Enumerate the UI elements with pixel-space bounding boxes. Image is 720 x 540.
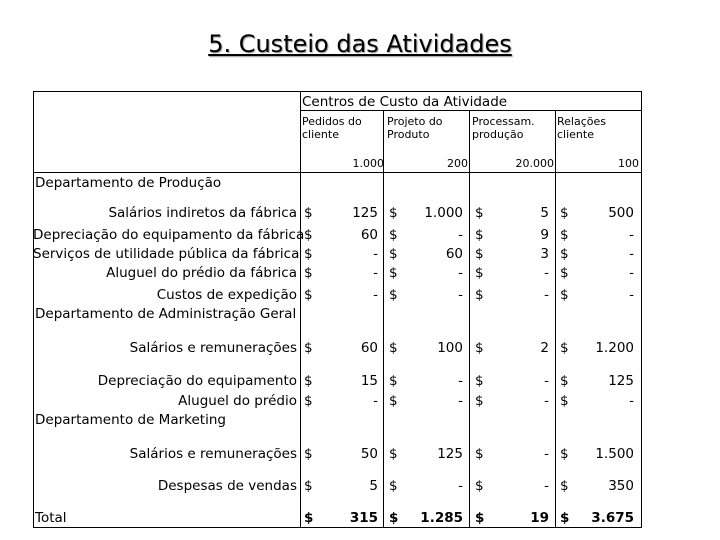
currency-symbol: $ xyxy=(304,373,313,389)
row-value: 350 xyxy=(608,478,634,494)
driver-value-pedidos: 1.000 xyxy=(352,157,384,170)
currency-symbol: $ xyxy=(304,340,313,356)
row-value: 15 xyxy=(360,373,378,389)
currency-symbol: $ xyxy=(475,227,484,243)
currency-symbol: $ xyxy=(560,340,569,356)
section-total: Total xyxy=(35,510,67,526)
currency-symbol: $ xyxy=(389,287,398,303)
row-value: - xyxy=(629,287,634,303)
currency-symbol: $ xyxy=(304,227,313,243)
total-currency-symbol: $ xyxy=(389,510,399,526)
row-value: - xyxy=(629,246,634,262)
row-value: - xyxy=(373,393,378,409)
currency-symbol: $ xyxy=(560,478,569,494)
row-value: 500 xyxy=(608,205,634,221)
total-value: 1.285 xyxy=(420,510,463,526)
total-currency-symbol: $ xyxy=(560,510,570,526)
currency-symbol: $ xyxy=(560,446,569,462)
currency-symbol: $ xyxy=(560,373,569,389)
currency-symbol: $ xyxy=(475,340,484,356)
column-header-relacoes: Relações cliente xyxy=(557,115,606,141)
section-administration: Departamento de Administração Geral xyxy=(35,306,297,322)
currency-symbol: $ xyxy=(475,393,484,409)
currency-symbol: $ xyxy=(389,227,398,243)
row-value: - xyxy=(544,287,549,303)
currency-symbol: $ xyxy=(475,478,484,494)
row-value: - xyxy=(458,265,463,281)
row-value: 100 xyxy=(437,340,463,356)
currency-symbol: $ xyxy=(304,205,313,221)
currency-symbol: $ xyxy=(560,246,569,262)
row-value: 9 xyxy=(540,227,549,243)
currency-symbol: $ xyxy=(560,393,569,409)
currency-symbol: $ xyxy=(304,265,313,281)
row-value: - xyxy=(629,227,634,243)
row-value: 5 xyxy=(369,478,378,494)
currency-symbol: $ xyxy=(475,246,484,262)
driver-value-processamento: 20.000 xyxy=(515,157,554,170)
row-value: - xyxy=(544,478,549,494)
row-value: - xyxy=(458,373,463,389)
row-value: 60 xyxy=(360,227,378,243)
row-value: 5 xyxy=(540,205,549,221)
row-value: 125 xyxy=(608,373,634,389)
total-value: 19 xyxy=(530,510,549,526)
row-label: Salários e remunerações xyxy=(129,446,297,462)
currency-symbol: $ xyxy=(304,478,313,494)
row-value: - xyxy=(373,287,378,303)
currency-symbol: $ xyxy=(560,287,569,303)
currency-symbol: $ xyxy=(560,265,569,281)
currency-symbol: $ xyxy=(389,340,398,356)
currency-symbol: $ xyxy=(475,287,484,303)
currency-symbol: $ xyxy=(475,265,484,281)
currency-symbol: $ xyxy=(475,205,484,221)
row-value: 1.000 xyxy=(424,205,463,221)
activity-cost-centers-title: Centros de Custo da Atividade xyxy=(302,94,508,110)
row-label: Salários e remunerações xyxy=(129,340,297,356)
row-label: Custos de expedição xyxy=(156,287,297,303)
currency-symbol: $ xyxy=(304,446,313,462)
row-value: - xyxy=(458,287,463,303)
column-header-processamento: Processam. produção xyxy=(472,115,535,141)
column-header-projeto: Projeto do Produto xyxy=(387,115,443,141)
currency-symbol: $ xyxy=(304,246,313,262)
row-label: Depreciação do equipamento da fábrica xyxy=(33,227,305,243)
total-value: 315 xyxy=(349,510,378,526)
row-value: 50 xyxy=(360,446,378,462)
row-value: - xyxy=(458,227,463,243)
currency-symbol: $ xyxy=(560,227,569,243)
row-value: 2 xyxy=(540,340,549,356)
column-border-3 xyxy=(555,110,556,528)
row-label: Depreciação do equipamento xyxy=(97,373,297,389)
column-border-1 xyxy=(383,110,384,528)
currency-symbol: $ xyxy=(389,373,398,389)
row-value: 1.500 xyxy=(595,446,634,462)
currency-symbol: $ xyxy=(389,265,398,281)
currency-symbol: $ xyxy=(389,205,398,221)
header-divider xyxy=(33,172,642,173)
row-value: - xyxy=(544,446,549,462)
row-value: - xyxy=(458,393,463,409)
currency-symbol: $ xyxy=(389,393,398,409)
row-value: 60 xyxy=(445,246,463,262)
label-column-border xyxy=(300,91,301,528)
section-marketing: Departamento de Marketing xyxy=(35,412,226,428)
row-value: - xyxy=(544,265,549,281)
total-currency-symbol: $ xyxy=(304,510,314,526)
row-value: - xyxy=(544,393,549,409)
currency-symbol: $ xyxy=(304,287,313,303)
page-title: 5. Custeio das Atividades xyxy=(208,30,512,58)
currency-symbol: $ xyxy=(560,205,569,221)
row-value: - xyxy=(629,393,634,409)
currency-symbol: $ xyxy=(389,246,398,262)
row-label: Despesas de vendas xyxy=(157,478,297,494)
driver-value-relacoes: 100 xyxy=(618,157,639,170)
currency-symbol: $ xyxy=(304,393,313,409)
column-header-pedidos: Pedidos do cliente xyxy=(302,115,362,141)
driver-value-projeto: 200 xyxy=(447,157,468,170)
currency-symbol: $ xyxy=(389,446,398,462)
row-value: - xyxy=(629,265,634,281)
row-value: 125 xyxy=(437,446,463,462)
row-label: Salários indiretos da fábrica xyxy=(108,205,297,221)
section-production: Departamento de Produção xyxy=(35,175,222,191)
row-value: - xyxy=(373,246,378,262)
total-value: 3.675 xyxy=(591,510,634,526)
row-value: 125 xyxy=(352,205,378,221)
column-border-2 xyxy=(469,110,470,528)
currency-symbol: $ xyxy=(475,446,484,462)
row-value: - xyxy=(373,265,378,281)
row-label: Serviços de utilidade pública da fábrica xyxy=(33,246,300,262)
total-currency-symbol: $ xyxy=(475,510,485,526)
row-value: 3 xyxy=(540,246,549,262)
row-value: - xyxy=(544,373,549,389)
row-value: - xyxy=(458,478,463,494)
row-value: 60 xyxy=(360,340,378,356)
currency-symbol: $ xyxy=(475,373,484,389)
row-value: 1.200 xyxy=(595,340,634,356)
row-label: Aluguel do prédio xyxy=(178,393,297,409)
row-label: Aluguel do prédio da fábrica xyxy=(106,265,297,281)
currency-symbol: $ xyxy=(389,478,398,494)
